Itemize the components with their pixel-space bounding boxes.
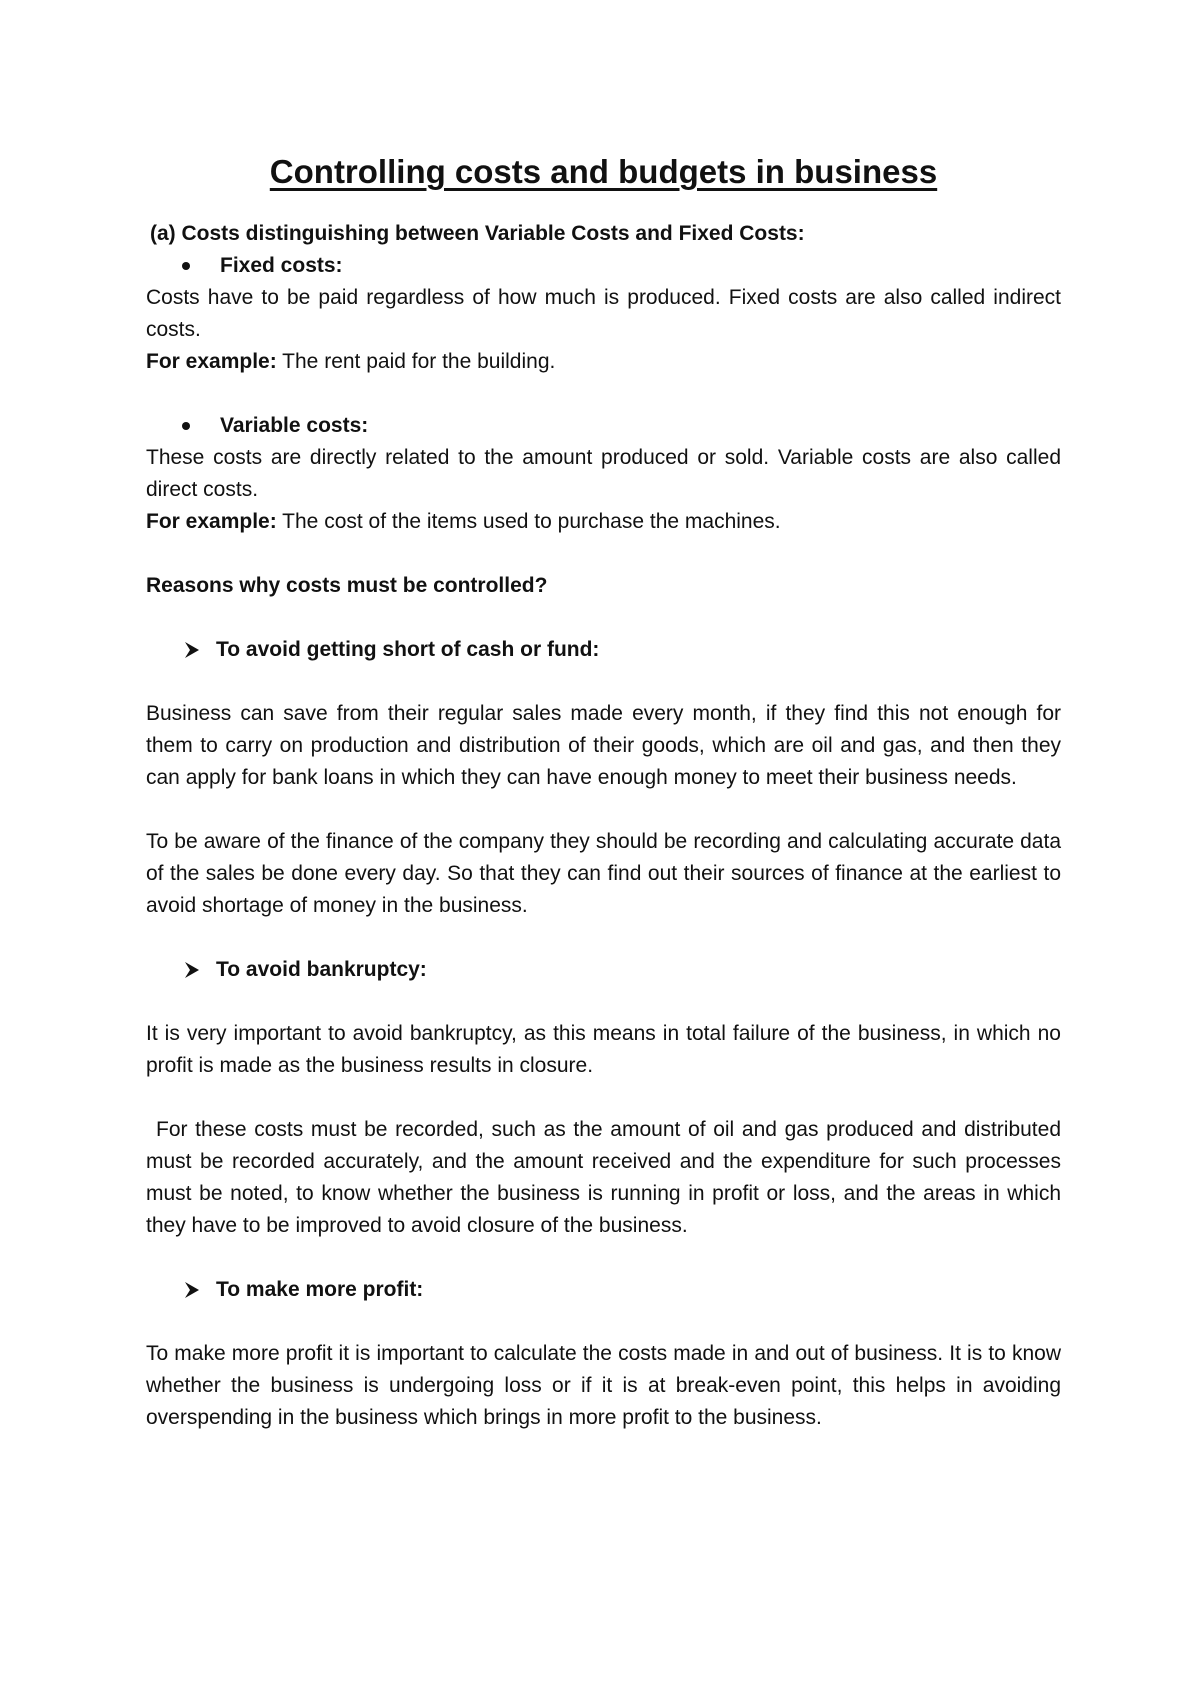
reason-1-paragraph-1: Business can save from their regular sales made every month, if they find this not enough for them to carry on production and distribution of their goods, which are oil and gas, and then they can apply for bank loans in which they can have enough money to meet their business needs. bbox=[146, 702, 1061, 789]
arrow-bullet-icon bbox=[182, 640, 202, 660]
reason-1-paragraph-2: To be aware of the finance of the company they should be recording and calculating accurate data of the sales be done every day. So that they can find out their sources of finance at the earliest to avoid shortage of money in the business. bbox=[146, 830, 1061, 917]
fixed-example-label: For example: bbox=[146, 350, 277, 373]
bullet-dot-icon bbox=[182, 422, 190, 430]
reason-2-paragraph-2: For these costs must be recorded, such as the amount of oil and gas produced and distributed must be recorded accurately, and the amount received and the expenditure for such processes must be noted, to know whether the business is running in profit or loss, and the areas in which they have to be improved to avoid closure of the business. bbox=[146, 1118, 1061, 1237]
variable-costs-label: Variable costs: bbox=[220, 414, 369, 437]
fixed-costs-bullet bbox=[146, 250, 1061, 282]
variable-costs-description: These costs are directly related to the amount produced or sold. Variable costs are also called direct costs. bbox=[146, 446, 1061, 501]
variable-example-text: The cost of the items used to purchase the machines. bbox=[276, 510, 781, 533]
reason-1-heading bbox=[146, 634, 1061, 666]
reasons-heading: Reasons why costs must be controlled? bbox=[146, 574, 548, 597]
arrow-bullet-icon bbox=[182, 960, 202, 980]
reason-2-paragraph-1: It is very important to avoid bankruptcy, as this means in total failure of the business, in which no profit is made as the business results in closure. bbox=[146, 1022, 1061, 1077]
reason-3-paragraph-1: To make more profit it is important to calculate the costs made in and out of business. It is to know whether the business is undergoing loss or if it is at break-even point, this helps in avoiding overspending in the business which brings in more profit to the business. bbox=[146, 1342, 1061, 1429]
reason-1-title: To avoid getting short of cash or fund: bbox=[216, 638, 600, 661]
bullet-dot-icon bbox=[182, 262, 190, 270]
fixed-costs-description: Costs have to be paid regardless of how much is produced. Fixed costs are also called indirect costs. bbox=[146, 286, 1061, 341]
arrow-bullet-icon bbox=[182, 1280, 202, 1300]
variable-example-label: For example: bbox=[146, 510, 277, 533]
reason-2-heading bbox=[146, 954, 1061, 986]
reason-2-title: To avoid bankruptcy: bbox=[216, 958, 427, 981]
section-a-heading: (a) Costs distinguishing between Variable Costs and Fixed Costs: bbox=[150, 222, 805, 245]
variable-costs-example bbox=[146, 506, 1061, 538]
document-body bbox=[146, 150, 1061, 1434]
page-title: Controlling costs and budgets in business bbox=[269, 153, 938, 190]
fixed-costs-example bbox=[146, 346, 1061, 378]
fixed-costs-label: Fixed costs: bbox=[220, 254, 343, 277]
fixed-example-text: The rent paid for the building. bbox=[276, 350, 556, 373]
reason-3-heading bbox=[146, 1274, 1061, 1306]
variable-costs-bullet bbox=[146, 410, 1061, 442]
reason-3-title: To make more profit: bbox=[216, 1278, 424, 1301]
